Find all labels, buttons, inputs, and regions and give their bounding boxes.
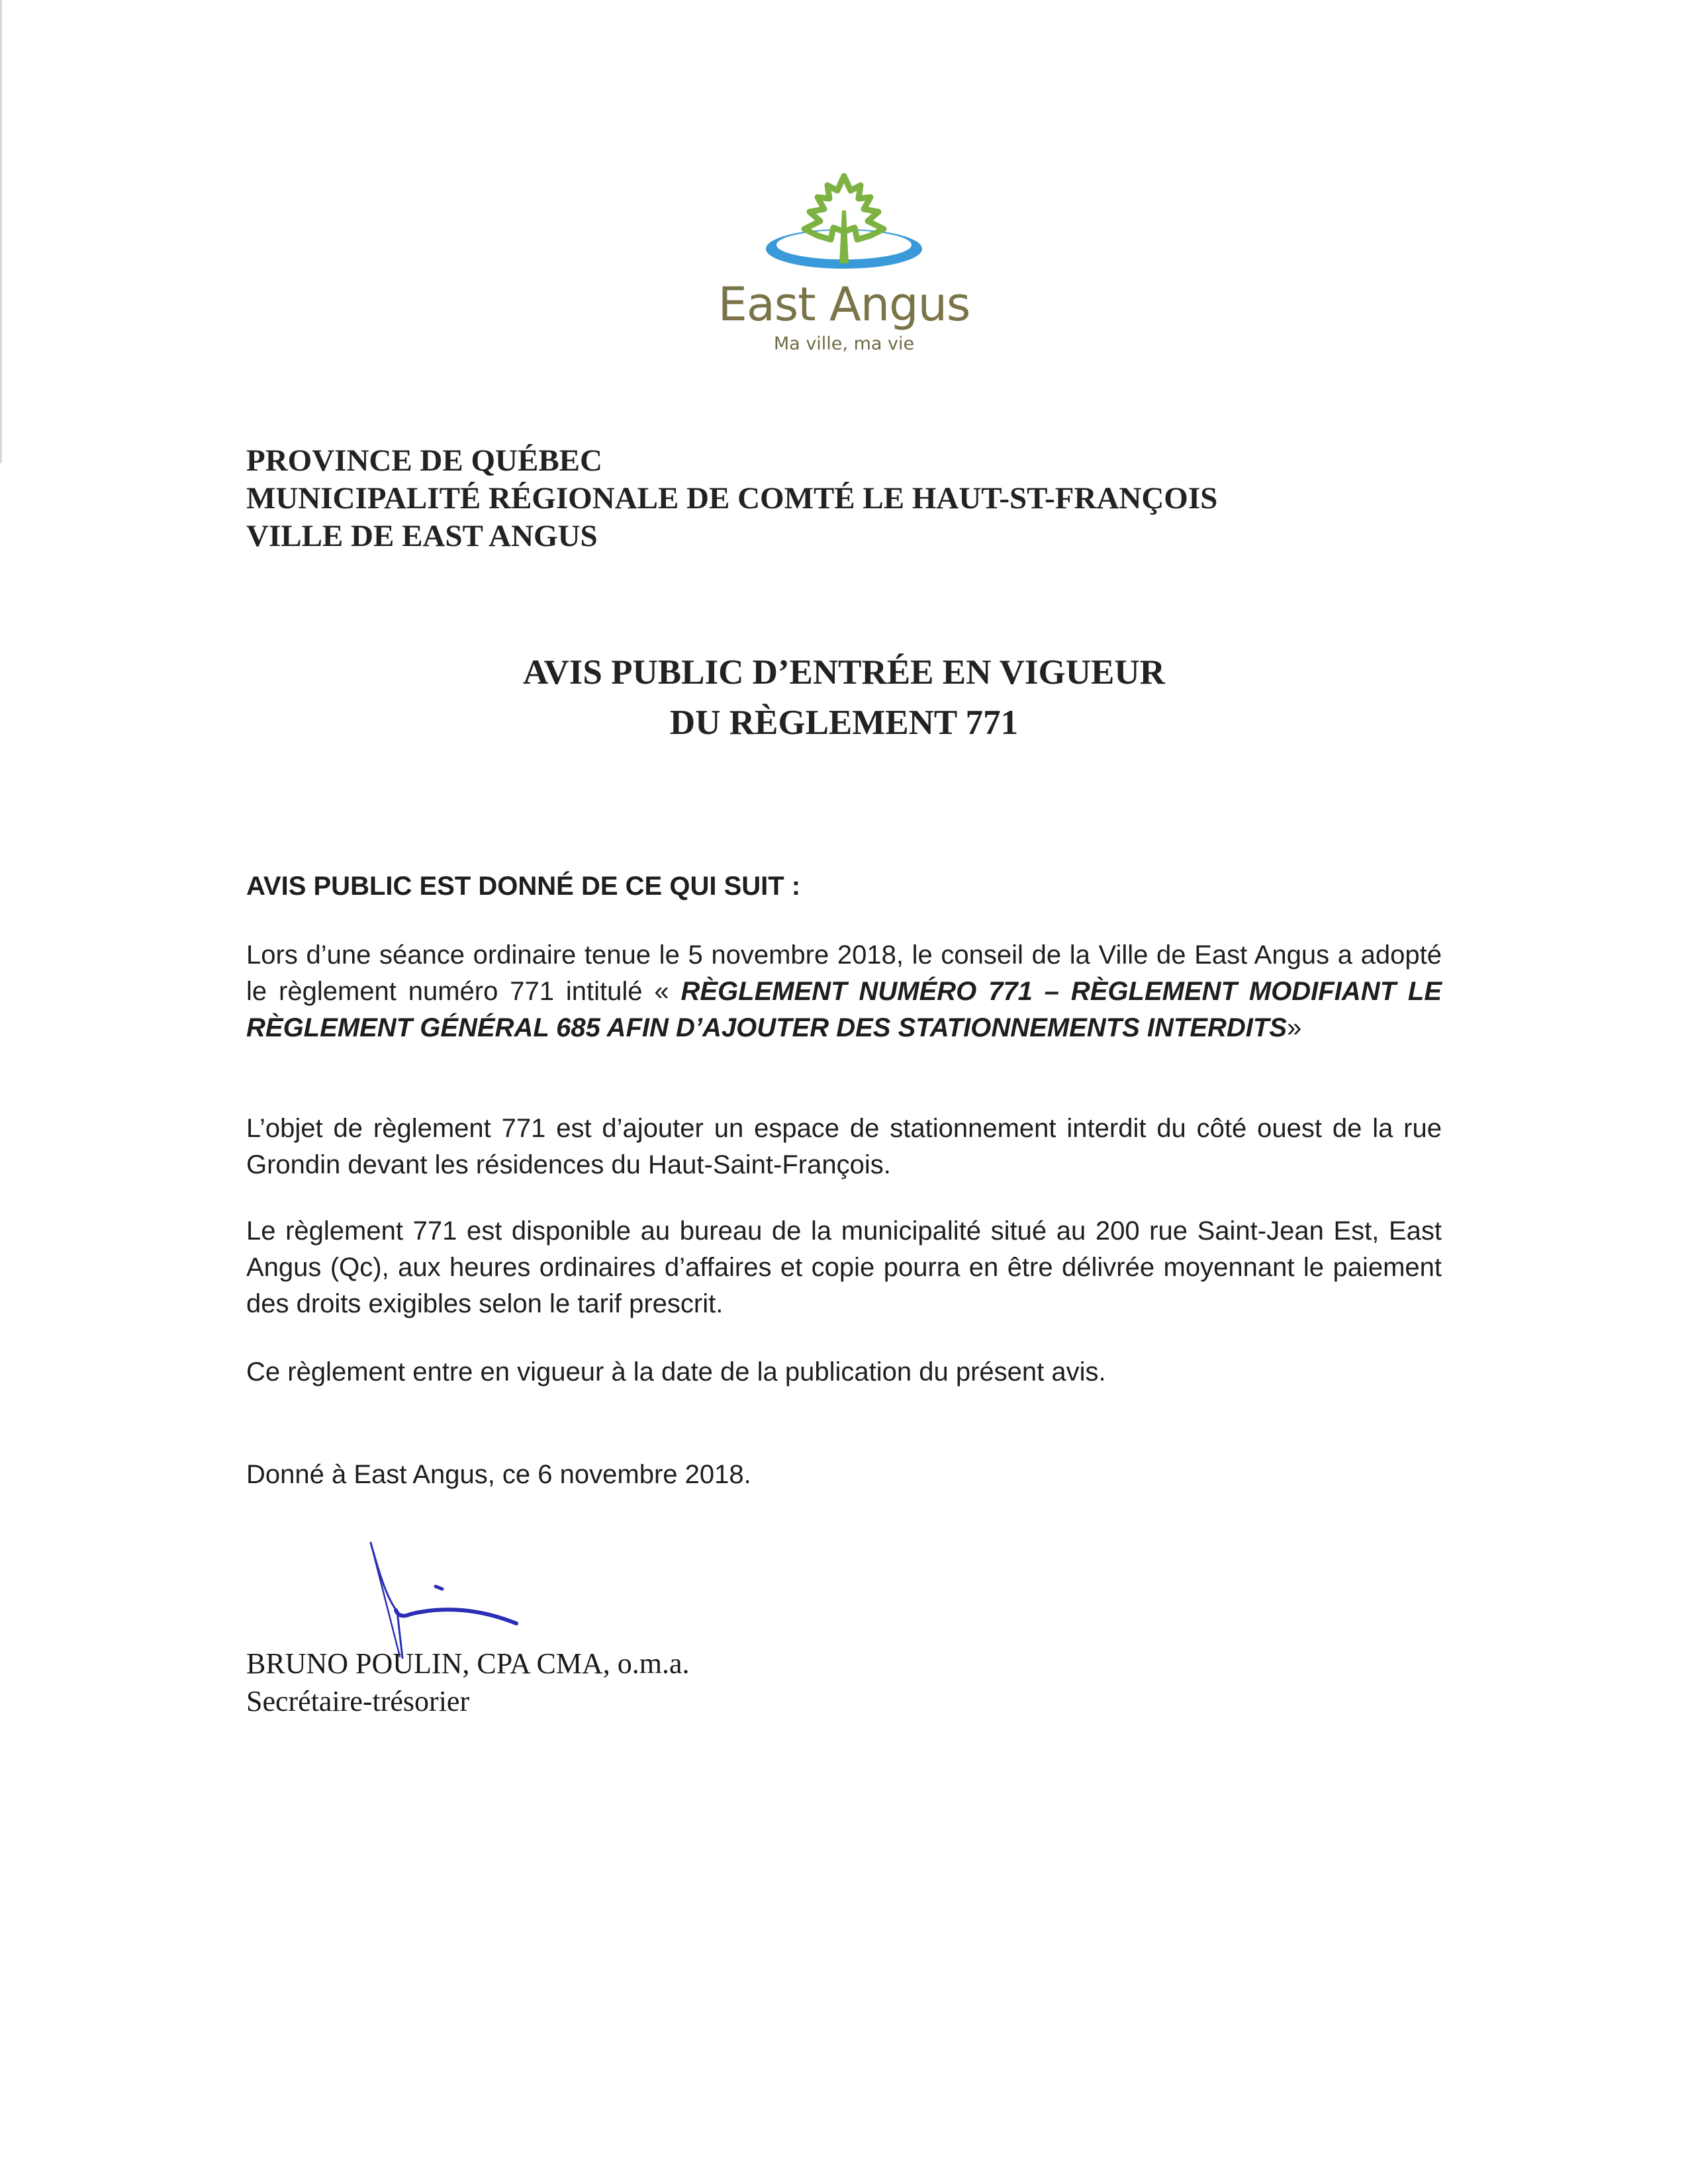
east-angus-logo bbox=[712, 171, 976, 383]
paragraph-adoption bbox=[246, 937, 1442, 1046]
title-line-2: DU RÈGLEMENT 771 bbox=[669, 704, 1019, 742]
jurisdiction-header bbox=[246, 442, 1217, 555]
header-city: VILLE DE EAST ANGUS bbox=[246, 519, 598, 553]
bylaw-title: RÈGLEMENT NUMÉRO 771 – RÈGLEMENT MODIFIANT LE RÈGLEMENT GÉNÉRAL 685 AFIN D’AJOUTER DES STATIONNEMENTS INTERDITS bbox=[246, 977, 1442, 1042]
paragraph-effective: Ce règlement entre en vigueur à la date de la publication du présent avis. bbox=[246, 1357, 1106, 1387]
header-province: PROVINCE DE QUÉBEC bbox=[246, 443, 602, 478]
title-line-1: AVIS PUBLIC D’ENTRÉE EN VIGUEUR bbox=[523, 653, 1165, 692]
adoption-text: Lors d’une séance ordinaire tenue le 5 novembre 2018, le conseil de la Ville de East Angus a adopté le règlement numéro 771 intitulé « bbox=[246, 940, 1442, 1006]
scan-edge bbox=[0, 0, 2, 463]
signatory-name: BRUNO POULIN, CPA CMA, o.m.a. bbox=[246, 1647, 690, 1680]
tree-water-logo-icon bbox=[758, 171, 930, 277]
given-date: Donné à East Angus, ce 6 novembre 2018. bbox=[246, 1460, 751, 1489]
notice-lead: AVIS PUBLIC EST DONNÉ DE CE QUI SUIT : bbox=[246, 872, 801, 901]
header-mrc: MUNICIPALITÉ RÉGIONALE DE COMTÉ LE HAUT-ST-FRANÇOIS bbox=[246, 481, 1218, 516]
paragraph-object: L’objet de règlement 771 est d’ajouter un espace de stationnement interdit du côté ouest de la rue Grondin devant les résidences du Haut-Saint-François. bbox=[246, 1114, 1442, 1179]
notice-title bbox=[0, 647, 1688, 748]
signatory bbox=[246, 1645, 689, 1720]
logo-wordmark: East Angus bbox=[718, 277, 970, 332]
paragraph-availability: Le règlement 771 est disponible au bureau de la municipalité situé au 200 rue Saint-Jean Est, East Angus (Qc), aux heures ordinaires d’affaires et copie pourra en être délivrée moyennant le paiement des droits exigibles selon le tarif prescrit. bbox=[246, 1216, 1442, 1318]
closing-guillemet: » bbox=[1287, 1013, 1302, 1042]
logo-tagline: Ma ville, ma vie bbox=[773, 334, 915, 354]
signatory-role: Secrétaire-trésorier bbox=[246, 1685, 470, 1717]
